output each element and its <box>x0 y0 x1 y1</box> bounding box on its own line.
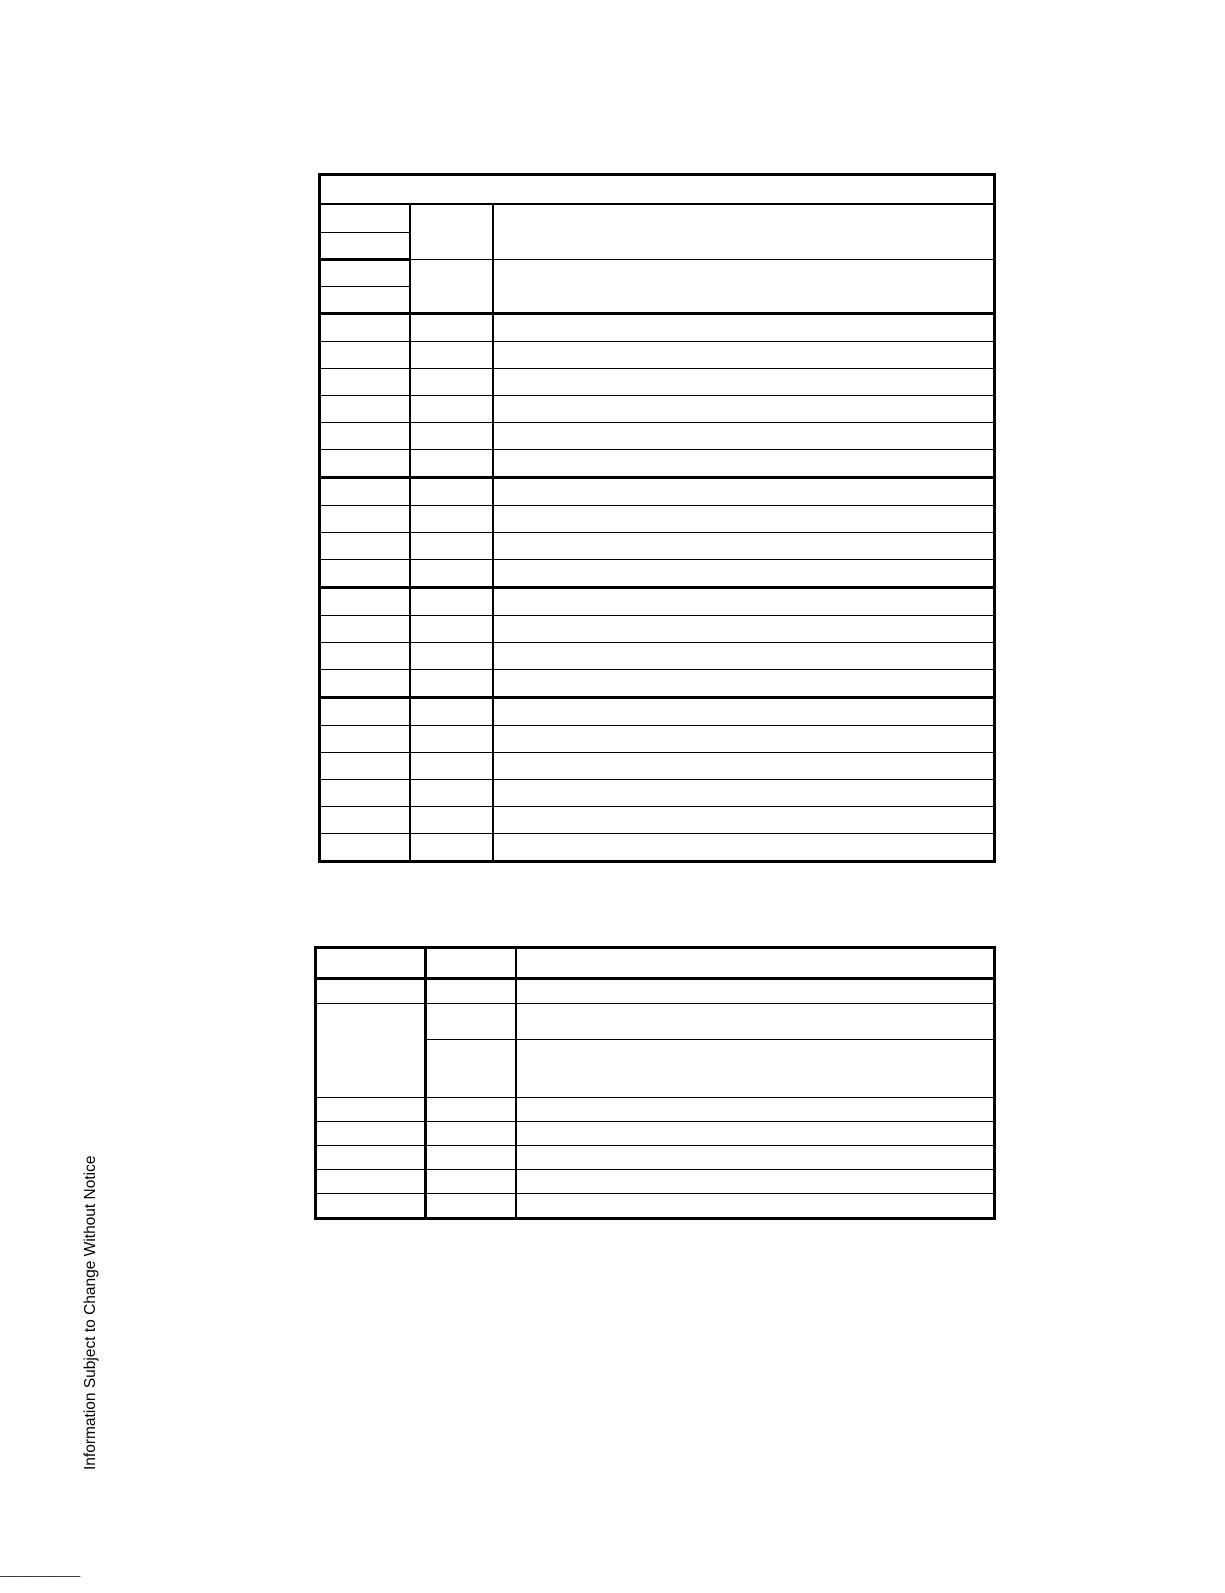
table-cell <box>316 1170 426 1194</box>
header-row <box>320 260 995 287</box>
table-cell <box>320 780 410 807</box>
table-cell <box>493 478 995 506</box>
table-row <box>320 314 995 342</box>
table-cell <box>316 979 426 1004</box>
table-cell <box>316 1004 426 1098</box>
table-row <box>320 670 995 698</box>
side-notice: Information Subject to Change Without Notice <box>82 1155 99 1470</box>
table-cell <box>410 342 493 369</box>
table-row <box>320 834 995 862</box>
table-cell <box>410 726 493 753</box>
table-row <box>320 506 995 533</box>
upper-table <box>318 173 996 863</box>
table-row <box>320 369 995 396</box>
table-cell <box>410 204 493 260</box>
lower-table <box>314 946 996 1220</box>
table-cell <box>410 533 493 560</box>
table-cell <box>493 780 995 807</box>
table-row <box>320 588 995 616</box>
table-row <box>320 698 995 726</box>
table-cell <box>493 643 995 670</box>
table-cell <box>516 1004 995 1040</box>
table-cell <box>493 616 995 643</box>
table-cell <box>410 506 493 533</box>
header-row <box>320 204 995 233</box>
table-cell <box>426 1194 516 1219</box>
table-cell <box>410 670 493 698</box>
table-cell <box>320 369 410 396</box>
table-cell <box>320 450 410 478</box>
table-cell <box>493 560 995 588</box>
table-cell <box>320 260 410 287</box>
table-row <box>316 1170 995 1194</box>
table-cell <box>410 616 493 643</box>
table-cell <box>316 1194 426 1219</box>
table-cell <box>320 533 410 560</box>
table-cell <box>493 450 995 478</box>
table-row <box>320 478 995 506</box>
table-row <box>316 1194 995 1219</box>
table-row <box>320 726 995 753</box>
table-cell <box>516 1170 995 1194</box>
table-cell <box>516 1122 995 1146</box>
table-row <box>320 616 995 643</box>
footer-fragment <box>0 1575 190 1592</box>
table-cell <box>320 314 410 342</box>
table-row <box>316 979 995 1004</box>
table-cell <box>320 342 410 369</box>
table-cell <box>410 369 493 396</box>
table-cell <box>320 834 410 862</box>
table-cell <box>516 1098 995 1122</box>
table-cell <box>516 1146 995 1170</box>
table-row <box>320 753 995 780</box>
table-cell <box>493 260 995 314</box>
table-cell <box>516 979 995 1004</box>
table-cell <box>320 560 410 588</box>
table-cell <box>320 588 410 616</box>
table-cell <box>493 726 995 753</box>
table-cell <box>320 698 410 726</box>
table-row <box>320 560 995 588</box>
table-cell <box>493 423 995 450</box>
table-cell <box>410 753 493 780</box>
table-cell <box>493 834 995 862</box>
table-row <box>320 533 995 560</box>
table-cell <box>320 807 410 834</box>
table-cell <box>516 1040 995 1098</box>
table-row <box>320 807 995 834</box>
table-cell <box>410 834 493 862</box>
table-cell <box>320 643 410 670</box>
table-cell <box>493 533 995 560</box>
table-cell <box>410 560 493 588</box>
table-row <box>316 1146 995 1170</box>
header-row <box>316 948 995 979</box>
table-row <box>320 643 995 670</box>
table-cell <box>320 396 410 423</box>
table-cell <box>320 233 410 260</box>
table-cell <box>320 726 410 753</box>
table-cell <box>316 1146 426 1170</box>
table-cell <box>493 314 995 342</box>
table-cell <box>426 1098 516 1122</box>
table-title-row <box>320 175 995 205</box>
table-cell <box>320 670 410 698</box>
table-cell <box>410 260 493 314</box>
table-row <box>320 423 995 450</box>
table-cell <box>493 698 995 726</box>
table-cell <box>320 287 410 314</box>
table-cell <box>410 423 493 450</box>
table-cell <box>493 588 995 616</box>
table-cell <box>410 450 493 478</box>
table-row <box>320 396 995 423</box>
table-cell <box>493 670 995 698</box>
table-cell <box>516 1194 995 1219</box>
table-cell <box>410 698 493 726</box>
table-header-cell <box>316 948 426 979</box>
table-title-cell <box>320 175 995 205</box>
table-cell <box>320 478 410 506</box>
table-cell <box>320 616 410 643</box>
table-cell <box>320 204 410 233</box>
table-cell <box>320 506 410 533</box>
table-cell <box>410 643 493 670</box>
footer-cropped-marks: ‾‾‾‾‾‾‾‾‾‾‾‾‾‾‾‾ <box>0 1575 80 1592</box>
table-row <box>320 342 995 369</box>
table-row <box>316 1122 995 1146</box>
table-cell <box>426 979 516 1004</box>
table-cell <box>410 314 493 342</box>
table-cell <box>320 423 410 450</box>
table-row <box>320 780 995 807</box>
table-cell <box>426 1122 516 1146</box>
table-cell <box>493 204 995 260</box>
table-cell <box>426 1146 516 1170</box>
table-cell <box>316 1098 426 1122</box>
table-row <box>316 1004 995 1040</box>
table-cell <box>493 506 995 533</box>
table-row <box>320 450 995 478</box>
table-cell <box>410 807 493 834</box>
table-cell <box>320 753 410 780</box>
table-cell <box>410 478 493 506</box>
table-cell <box>493 807 995 834</box>
table-cell <box>426 1004 516 1040</box>
table-row <box>316 1098 995 1122</box>
table-cell <box>426 1040 516 1098</box>
table-cell <box>493 753 995 780</box>
table-cell <box>410 780 493 807</box>
table-cell <box>493 342 995 369</box>
table-cell <box>493 369 995 396</box>
table-cell <box>410 396 493 423</box>
table-cell <box>410 588 493 616</box>
table-cell <box>316 1122 426 1146</box>
table-cell <box>426 1170 516 1194</box>
table-header-cell <box>516 948 995 979</box>
table-cell <box>493 396 995 423</box>
table-header-cell <box>426 948 516 979</box>
